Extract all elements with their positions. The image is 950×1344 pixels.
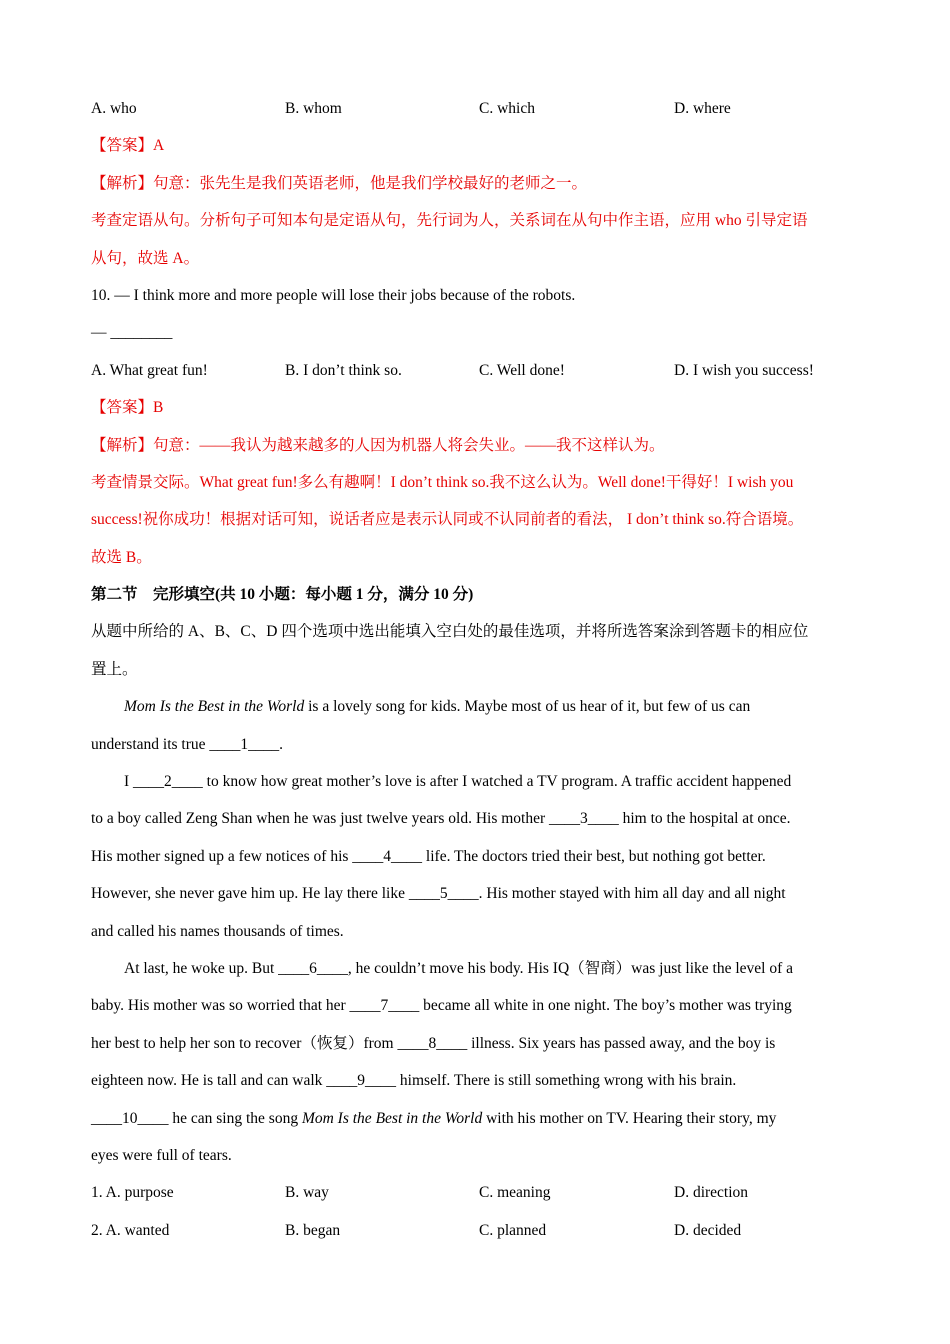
q10-option-d: D. I wish you success! (674, 361, 814, 379)
choice-2-option-a: 2. A. wanted (91, 1221, 170, 1239)
q9-analysis-line: 考查定语从句。分析句子可知本句是定语从句，先行词为人，关系词在从句中作主语，应用 who 引导定语 (91, 212, 808, 230)
choice-row-2 (91, 1212, 881, 1249)
choice-2-option-c: C. planned (479, 1221, 547, 1239)
q10-option-c: C. Well done! (479, 361, 565, 379)
passage-line: eyes were full of tears. (91, 1146, 232, 1164)
passage-line: I ____2____ to know how great mother’s love is after I watched a TV program. A traffic accident happened (124, 773, 792, 791)
q10-analysis-line: 【解析】句意：——我认为越来越多的人因为机器人将会失业。——我不这样认为。 (91, 436, 665, 454)
passage-text: ____10____ he can sing the song (91, 1109, 302, 1127)
q10-reply-blank: — ________ (91, 324, 173, 342)
q9-answer: 【答案】A (91, 137, 165, 155)
passage-line: However, she never gave him up. He lay there like ____5____. His mother stayed with him all day and all night (91, 885, 786, 903)
q9-options (91, 90, 881, 127)
passage-line (91, 1100, 881, 1137)
choice-2-option-d: D. decided (674, 1221, 742, 1239)
passage-line: At last, he woke up. But ____6____, he couldn’t move his body. His IQ（智商）was just like the level of a (124, 959, 793, 977)
passage-line: and called his names thousands of times. (91, 922, 344, 940)
choice-1-option-b: B. way (285, 1184, 329, 1202)
passage-line: understand its true ____1____. (91, 735, 284, 753)
passage-line: to a boy called Zeng Shan when he was just twelve years old. His mother ____3____ him to the hospital at once. (91, 810, 791, 828)
q10-option-a: A. What great fun! (91, 361, 208, 379)
section-title: 第二节 完形填空(共 10 小题：每小题 1 分，满分 10 分) (91, 586, 474, 604)
q10-answer: 【答案】B (91, 399, 164, 417)
passage-line: eighteen now. He is tall and can walk ____9____ himself. There is still something wrong with his brain. (91, 1072, 737, 1090)
q10-options (91, 352, 881, 389)
passage-line: her best to help her son to recover（恢复）from ____8____ illness. Six years has passed away, and the boy is (91, 1034, 776, 1052)
song-title: Mom Is the Best in the World (301, 1109, 483, 1127)
q10-analysis-line: 考查情景交际。What great fun!多么有趣啊！I don’t think so.我不这么认为。Well done!干得好！I wish you (91, 473, 794, 491)
q9-option-d: D. where (674, 100, 731, 117)
q9-option-a: A. who (91, 100, 137, 117)
q10-stem: 10. — I think more and more people will lose their jobs because of the robots. (91, 286, 576, 304)
choice-1-option-d: D. direction (674, 1184, 749, 1202)
q10-analysis-line: 故选 B。 (91, 548, 152, 566)
q9-option-b: B. whom (285, 100, 342, 117)
choice-row-1 (91, 1174, 881, 1211)
section-instruction: 置上。 (91, 660, 138, 678)
passage-text: is a lovely song for kids. Maybe most of us hear of it, but few of us can (304, 698, 751, 716)
q10-option-b: B. I don’t think so. (285, 361, 402, 379)
passage-line: baby. His mother was so worried that her ____7____ became all white in one night. The boy’s mother was trying (91, 997, 792, 1015)
document-page (91, 90, 881, 1249)
song-title: Mom Is the Best in the World (124, 698, 305, 716)
q9-analysis-line: 从句，故选 A。 (91, 249, 200, 267)
section-instruction: 从题中所给的 A、B、C、D 四个选项中选出能填入空白处的最佳选项，并将所选答案涂到答题卡的相应位 (91, 623, 809, 641)
choice-1-option-a: 1. A. purpose (91, 1184, 174, 1202)
choice-1-option-c: C. meaning (479, 1184, 551, 1202)
passage-text: with his mother on TV. Hearing their story, my (482, 1109, 777, 1127)
q9-option-c: C. which (479, 100, 535, 117)
passage-line: His mother signed up a few notices of his ____4____ life. The doctors tried their best, but nothing got better. (91, 847, 766, 865)
q10-analysis-line: success!祝你成功！根据对话可知，说话者应是表示认同或不认同前者的看法， I don’t think so.符合语境。 (91, 511, 804, 529)
passage-line (91, 688, 881, 725)
choice-2-option-b: B. began (285, 1221, 341, 1239)
q9-analysis-line: 【解析】句意：张先生是我们英语老师，他是我们学校最好的老师之一。 (91, 174, 588, 192)
